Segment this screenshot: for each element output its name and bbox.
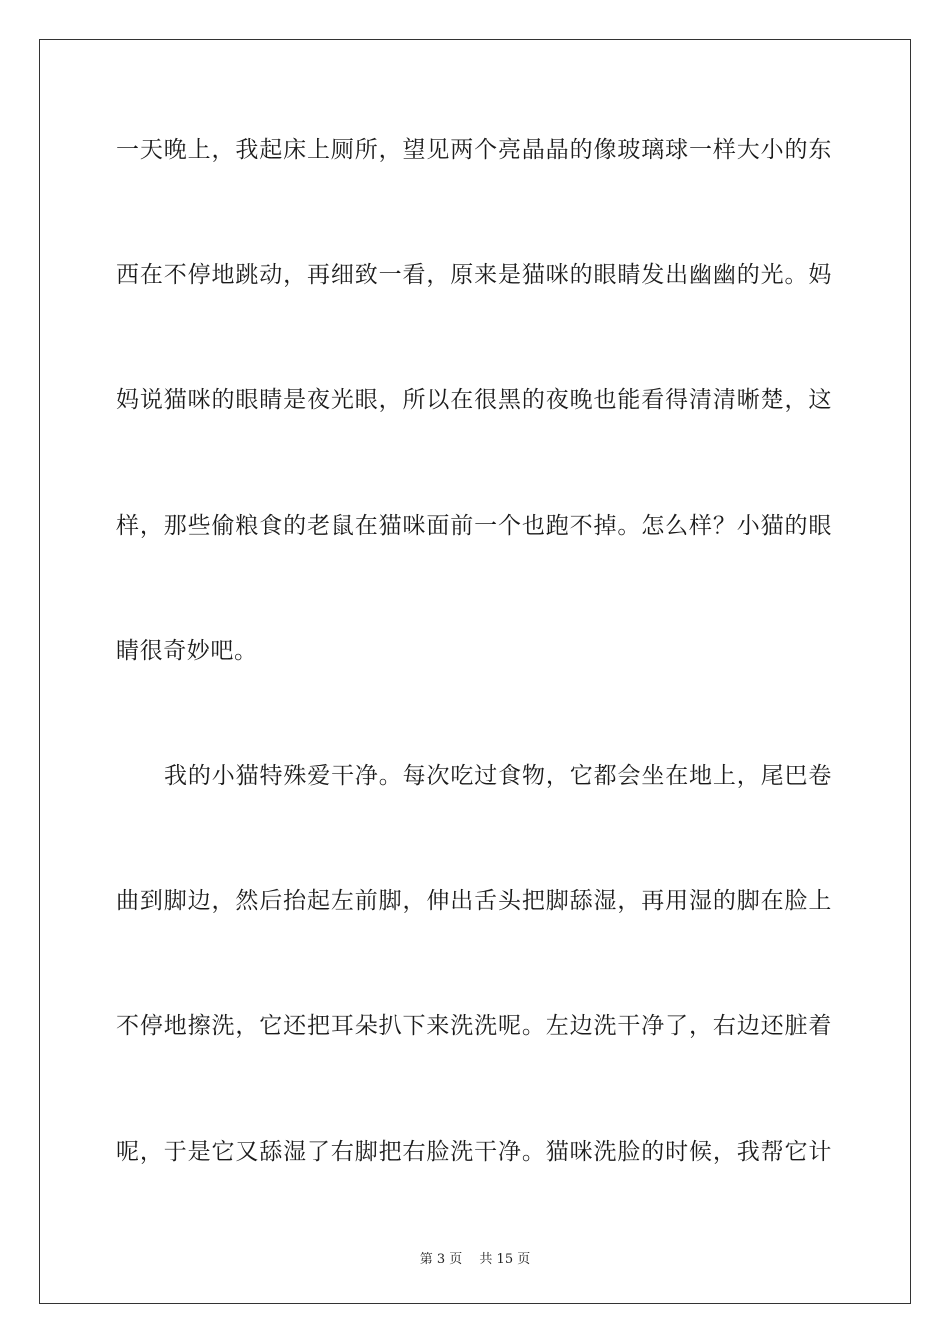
text-line: 呢，于是它又舔湿了右脚把右脸洗干净。猫咪洗脸的时候，我帮它计: [116, 1138, 832, 1165]
document-body: [116, 118, 832, 1245]
text-line: 样，那些偷粮食的老鼠在猫咪面前一个也跑不掉。怎么样？小猫的眼: [116, 512, 832, 539]
paragraph-first-line: 我的小猫特殊爱干净。每次吃过食物，它都会坐在地上，尾巴卷: [164, 762, 832, 789]
text-line: 睛很奇妙吧。: [116, 637, 258, 664]
text-line: 妈说猫咪的眼睛是夜光眼，所以在很黑的夜晚也能看得清清晰楚，这: [116, 387, 832, 414]
text-line: 不停地擦洗，它还把耳朵扒下来洗洗呢。左边洗干净了，右边还脏着: [116, 1013, 832, 1040]
text-line: 一天晚上，我起床上厕所，望见两个亮晶晶的像玻璃球一样大小的东: [116, 137, 832, 163]
text-line: 西在不停地跳动，再细致一看，原来是猫咪的眼睛发出幽幽的光。妈: [116, 262, 832, 289]
text-line: 曲到脚边，然后抬起左前脚，伸出舌头把脚舔湿，再用湿的脚在脸上: [116, 888, 832, 915]
page-number-footer: 第 3 页 共 15 页: [419, 1252, 531, 1267]
